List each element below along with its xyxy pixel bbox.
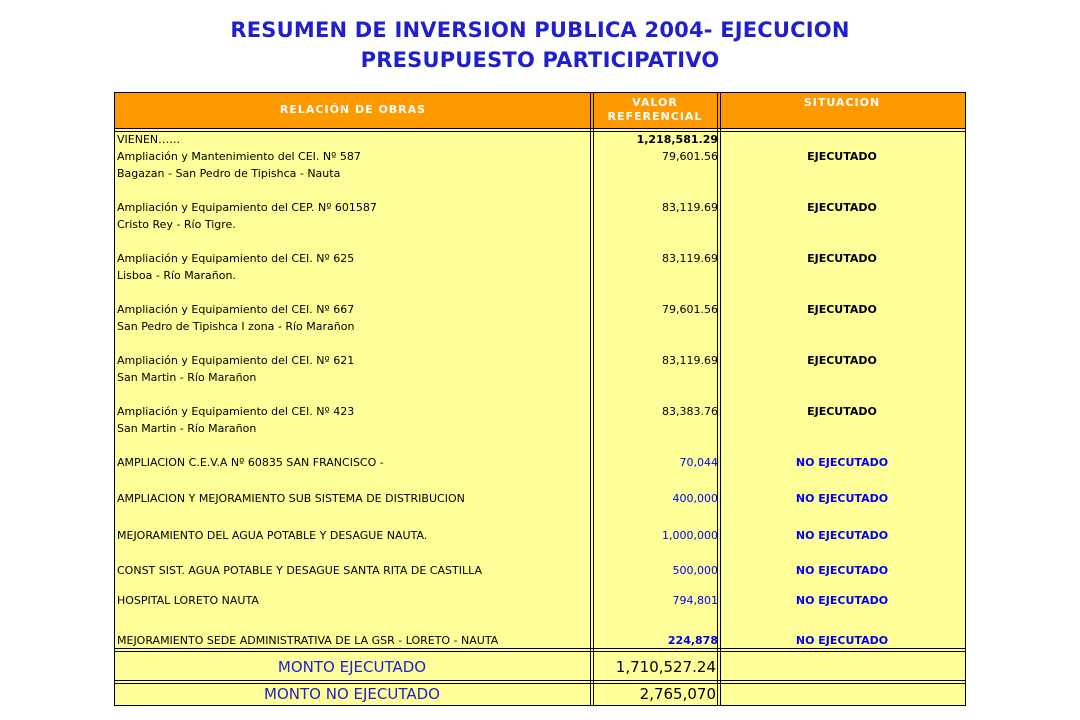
row-value: 1,000,000 xyxy=(662,529,718,542)
row-value: 83,119.69 xyxy=(662,201,718,214)
row-value: 79,601.56 xyxy=(662,303,718,316)
grid-line xyxy=(114,128,966,129)
page-title: RESUMEN DE INVERSION PUBLICA 2004- EJECUCION xyxy=(230,18,850,42)
row-description: Ampliación y Equipamiento del CEI. Nº 423 xyxy=(117,405,355,418)
grid-line xyxy=(593,92,594,706)
row-description: CONST SIST. AGUA POTABLE Y DESAGUE SANTA RITA DE CASTILLA xyxy=(117,564,482,577)
page-subtitle: PRESUPUESTO PARTICIPATIVO xyxy=(360,48,720,72)
row-description: MEJORAMIENTO SEDE ADMINISTRATIVA DE LA GSR - LORETO - NAUTA xyxy=(117,634,499,647)
header-obras: RELACIÓN DE OBRAS xyxy=(279,103,427,116)
row-location: Cristo Rey - Río Tigre. xyxy=(117,218,236,231)
row-description: Ampliación y Equipamiento del CEI. Nº 625 xyxy=(117,252,355,265)
row-location: Bagazan - San Pedro de Tipishca - Nauta xyxy=(117,167,341,180)
row-value: 83,119.69 xyxy=(662,354,718,367)
vienen-value: 1,218,581.29 xyxy=(636,133,718,146)
row-description: HOSPITAL LORETO NAUTA xyxy=(117,594,259,607)
grid-line xyxy=(114,651,966,652)
row-description: AMPLIACION C.E.V.A Nº 60835 SAN FRANCISCO - xyxy=(117,456,384,469)
row-value: 83,383.76 xyxy=(662,405,718,418)
grid-line xyxy=(114,648,966,649)
row-status: NO EJECUTADO xyxy=(795,456,889,469)
row-status: NO EJECUTADO xyxy=(795,594,889,607)
grid-line xyxy=(114,92,115,706)
row-status: EJECUTADO xyxy=(807,201,877,214)
row-location: Lisboa - Río Marañon. xyxy=(117,269,236,282)
row-status: EJECUTADO xyxy=(807,354,877,367)
grid-line xyxy=(590,92,591,706)
grid-line xyxy=(717,92,718,706)
total-executed-label: MONTO EJECUTADO xyxy=(277,658,427,676)
header-valor-line2: REFERENCIAL xyxy=(607,110,703,123)
row-value: 224,878 xyxy=(667,634,718,647)
grid-line xyxy=(114,683,966,684)
row-value: 83,119.69 xyxy=(662,252,718,265)
total-not-executed-label: MONTO NO EJECUTADO xyxy=(264,685,440,703)
row-status: EJECUTADO xyxy=(807,303,877,316)
row-status: NO EJECUTADO xyxy=(795,492,889,505)
row-status: EJECUTADO xyxy=(807,150,877,163)
header-valor-line1: VALOR xyxy=(632,96,678,109)
row-status: EJECUTADO xyxy=(807,252,877,265)
row-status: NO EJECUTADO xyxy=(795,564,889,577)
total-executed-value: 1,710,527.24 xyxy=(615,658,716,676)
grid-line xyxy=(114,131,966,132)
row-value: 794,801 xyxy=(672,594,718,607)
row-location: San Martin - Río Marañon xyxy=(117,422,257,435)
row-value: 70,044 xyxy=(679,456,718,469)
grid-line xyxy=(114,92,966,93)
grid-line xyxy=(114,680,966,681)
vienen-label: VIENEN…… xyxy=(117,133,181,146)
table-header xyxy=(114,92,966,128)
row-description: Ampliación y Equipamiento del CEI. Nº 621 xyxy=(117,354,355,367)
grid-line xyxy=(114,705,966,706)
row-location: San Pedro de Tipishca I zona - Río Marañon xyxy=(117,320,355,333)
grid-line xyxy=(965,92,966,706)
row-description: Ampliación y Mantenimiento del CEI. Nº 587 xyxy=(117,150,361,163)
table-body-background xyxy=(114,92,966,706)
grid-line xyxy=(720,92,721,706)
row-description: Ampliación y Equipamiento del CEI. Nº 667 xyxy=(117,303,355,316)
row-value: 400,000 xyxy=(672,492,718,505)
row-description: Ampliación y Equipamiento del CEP. Nº 601587 xyxy=(117,201,377,214)
row-status: NO EJECUTADO xyxy=(795,634,889,647)
header-situacion: SITUACION xyxy=(803,96,881,109)
row-status: EJECUTADO xyxy=(807,405,877,418)
row-status: NO EJECUTADO xyxy=(795,529,889,542)
header-valor xyxy=(592,92,718,128)
row-value: 79,601.56 xyxy=(662,150,718,163)
row-location: San Martin - Río Marañon xyxy=(117,371,257,384)
row-description: AMPLIACION Y MEJORAMIENTO SUB SISTEMA DE DISTRIBUCION xyxy=(117,492,465,505)
total-not-executed-value: 2,765,070 xyxy=(639,685,716,703)
row-value: 500,000 xyxy=(672,564,718,577)
row-description: MEJORAMIENTO DEL AGUA POTABLE Y DESAGUE NAUTA. xyxy=(117,529,428,542)
